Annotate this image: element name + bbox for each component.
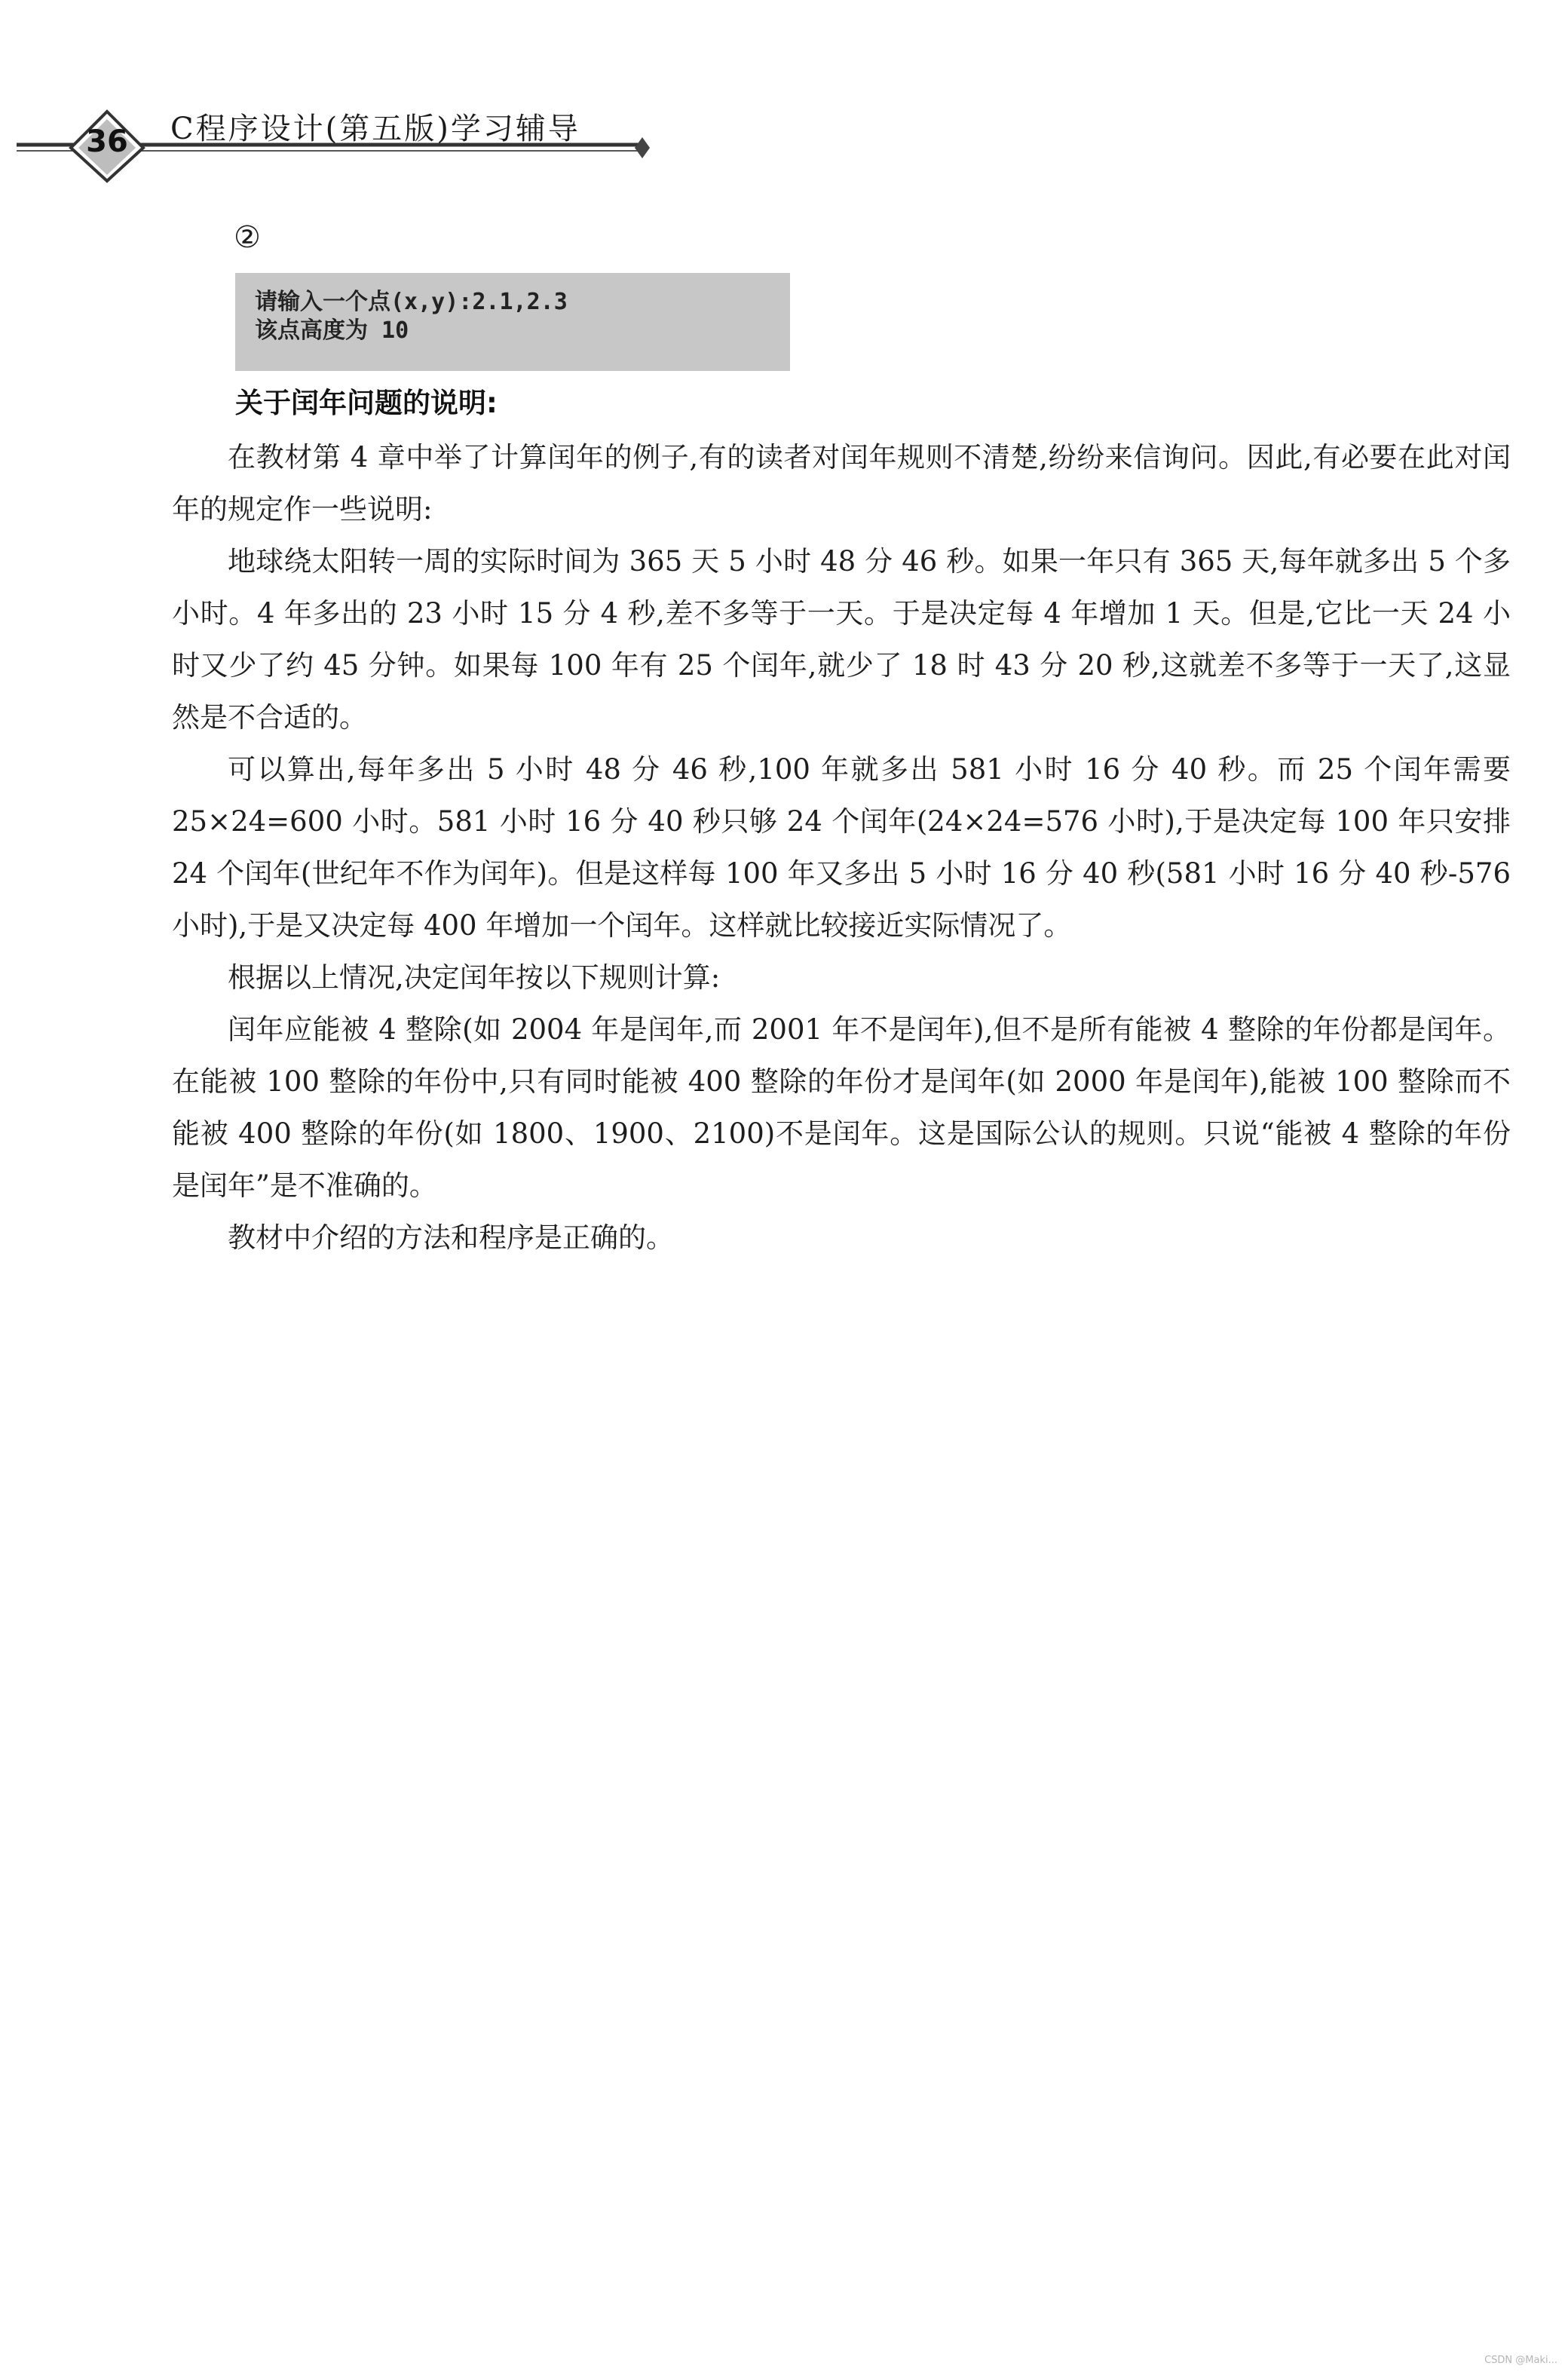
watermark: CSDN @Maki... (1484, 2355, 1557, 2366)
page-number: 36 (86, 124, 128, 159)
console-line-1: 请输入一个点(x,y):2.1,2.3 (255, 289, 568, 315)
section-title: 关于闰年问题的说明: (235, 387, 498, 419)
paragraph-3: 可以算出,每年多出 5 小时 48 分 46 秒,100 年就多出 581 小时 16 分 40 秒。而 25 个闰年需要 25×24=600 小时。581 小时 16 分 40 秒只够 24 个闰年(24×24=576 小时),于是决定每 100 年只安排 24 个闰年(世纪年不作为闰年)。但是这样每 100 年又多出 5 小时 16 分 40 秒(581 小时 16 分 40 秒-576 小时),于是又决定每 400 年增加一个闰年。这样就比较接近实际情况了。 (172, 753, 1511, 942)
paragraph-1: 在教材第 4 章中举了计算闰年的例子,有的读者对闰年规则不清楚,纷纷来信询问。因此,有必要在此对闰年的规定作一些说明: (172, 441, 1511, 526)
paragraph-5: 闰年应能被 4 整除(如 2004 年是闰年,而 2001 年不是闰年),但不是所有能被 4 整除的年份都是闰年。在能被 100 整除的年份中,只有同时能被 400 整除的年份才是闰年(如 2000 年是闰年),能被 100 整除而不能被 400 整除的年份(如 1800、1900、2100)不是闰年。这是国际公认的规则。只说“能被 4 整除的年份是闰年”是不准确的。 (172, 1013, 1511, 1202)
running-title: C程序设计(第五版)学习辅导 (170, 112, 580, 146)
header-rule-ornament (0, 0, 1568, 196)
item-marker: ② (234, 220, 261, 255)
paragraph-6: 教材中介绍的方法和程序是正确的。 (228, 1221, 674, 1254)
body-text (172, 431, 1511, 1264)
page-header (0, 0, 1568, 196)
paragraph-4: 根据以上情况,决定闰年按以下规则计算: (228, 961, 721, 994)
console-output-screenshot (235, 273, 790, 371)
paragraph-2: 地球绕太阳转一周的实际时间为 365 天 5 小时 48 分 46 秒。如果一年只有 365 天,每年就多出 5 个多小时。4 年多出的 23 小时 15 分 4 秒,差不多等于一天。于是决定每 4 年增加 1 天。但是,它比一天 24 小时又少了约 45 分钟。如果每 100 年有 25 个闰年,就少了 18 时 43 分 20 秒,这就差不多等于一天了,这显然是不合适的。 (172, 545, 1511, 734)
console-line-2: 该点高度为 10 (255, 317, 409, 344)
